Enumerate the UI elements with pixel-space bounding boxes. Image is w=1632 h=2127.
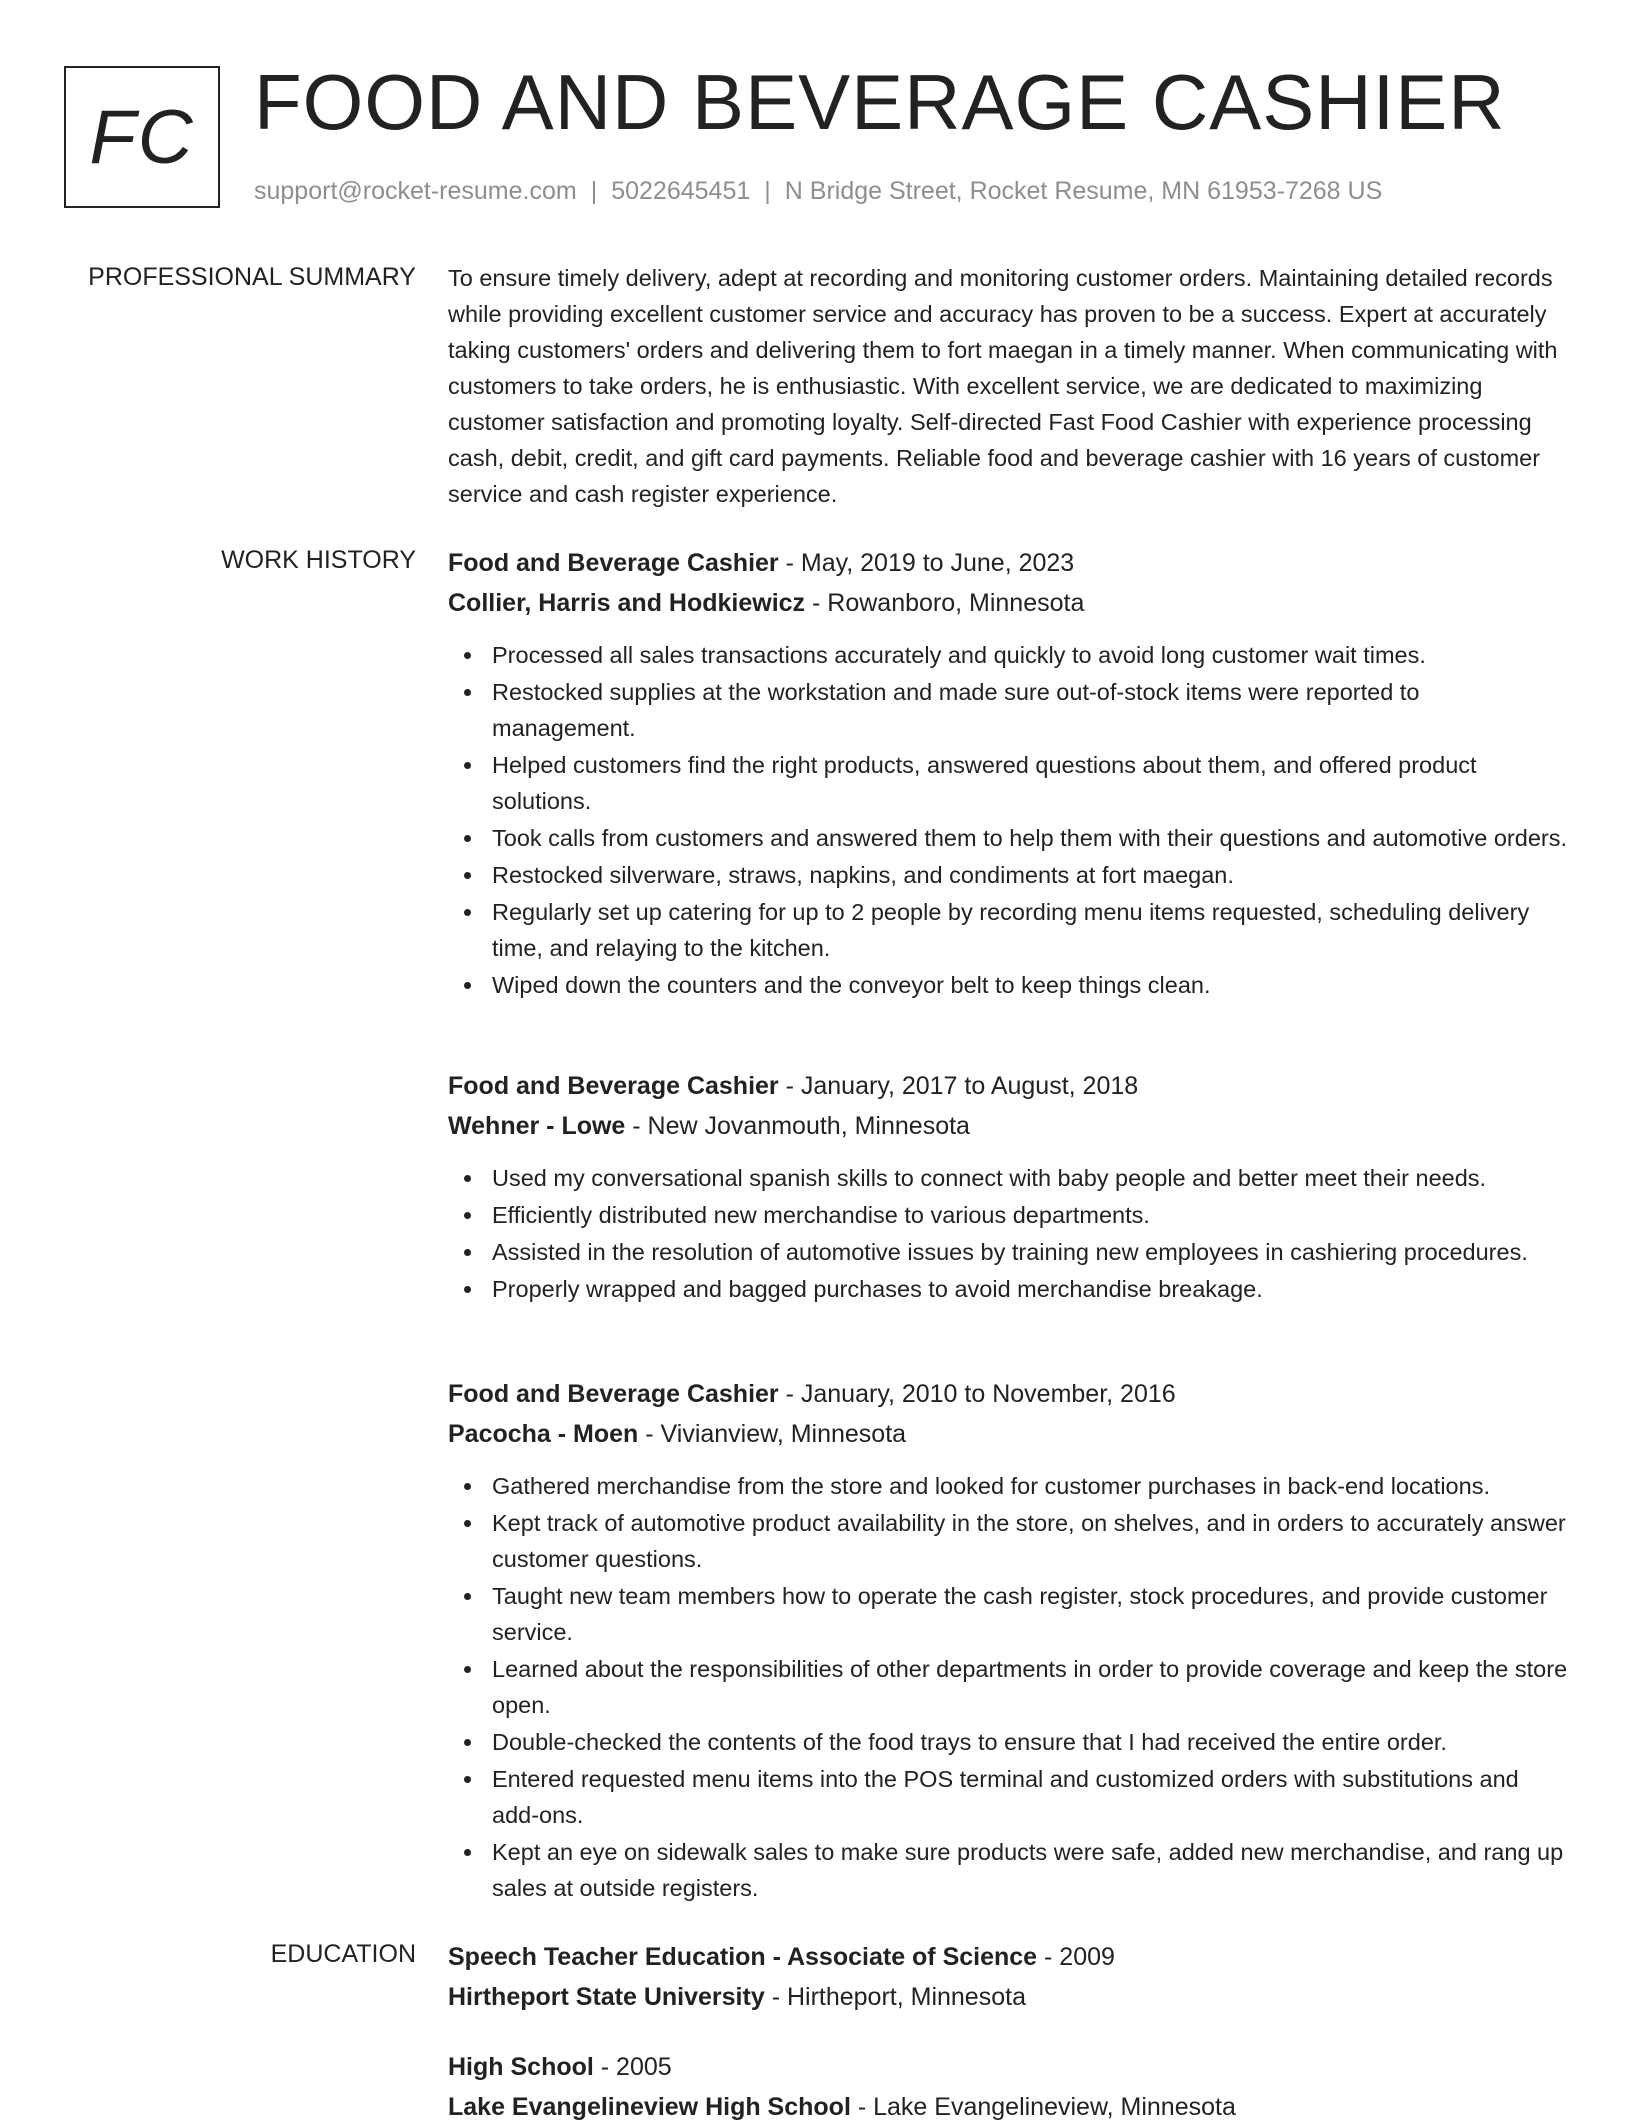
contact-separator: | — [764, 177, 771, 205]
job-title-line — [448, 1066, 1568, 1106]
job-bullet: Restocked silverware, straws, napkins, and condiments at fort maegan. — [492, 857, 1568, 893]
job-company: Wehner - Lowe — [448, 1112, 626, 1140]
job-bullet: Gathered merchandise from the store and looked for customer purchases in back-end locations. — [492, 1468, 1568, 1504]
job-bullet: Taught new team members how to operate the cash register, stock procedures, and provide customer service. — [492, 1578, 1568, 1650]
section-label-summary: PROFESSIONAL SUMMARY — [88, 263, 416, 291]
education-location: - Hirtheport, Minnesota — [764, 1983, 1026, 2011]
job-company: Pacocha - Moen — [448, 1420, 639, 1448]
education-school-line — [448, 2087, 1568, 2127]
job-bullet: Learned about the responsibilities of other departments in order to provide coverage and keep the store open. — [492, 1651, 1568, 1723]
contact-phone[interactable]: 5022645451 — [611, 177, 751, 205]
job-bullet: Entered requested menu items into the POS terminal and customized orders with substitutions and add-ons. — [492, 1761, 1568, 1833]
job-bullet: Processed all sales transactions accurately and quickly to avoid long customer wait times. — [492, 637, 1568, 673]
job-title-line — [448, 1374, 1568, 1414]
resume-title: FOOD AND BEVERAGE CASHIER — [254, 58, 1506, 146]
job-bullet: Kept track of automotive product availability in the store, on shelves, and in orders to accurately answer customer questions. — [492, 1505, 1568, 1577]
job-dates: - January, 2010 to November, 2016 — [778, 1380, 1176, 1408]
monogram-badge — [64, 66, 220, 208]
job-company-line — [448, 583, 1568, 623]
job-entry — [448, 1066, 1568, 1308]
job-bullets — [448, 1160, 1568, 1307]
education-school: Lake Evangelineview High School — [448, 2093, 851, 2121]
section-label-education: EDUCATION — [270, 1940, 416, 1968]
job-bullet: Wiped down the counters and the conveyor belt to keep things clean. — [492, 967, 1568, 1003]
contact-email[interactable]: support@rocket-resume.com — [254, 177, 577, 205]
education-school: Hirtheport State University — [448, 1983, 765, 2011]
job-bullet: Efficiently distributed new merchandise to various departments. — [492, 1197, 1568, 1233]
education-degree: Speech Teacher Education - Associate of Science — [448, 1943, 1038, 1971]
education-entry — [448, 2047, 1568, 2127]
job-entry — [448, 1374, 1568, 1907]
monogram-initials: FC — [89, 94, 195, 180]
contact-line — [254, 174, 1382, 208]
job-company-line — [448, 1106, 1568, 1146]
job-title: Food and Beverage Cashier — [448, 1380, 779, 1408]
education-degree: High School — [448, 2053, 594, 2081]
job-bullet: Restocked supplies at the workstation and made sure out-of-stock items were reported to management. — [492, 674, 1568, 746]
job-company: Collier, Harris and Hodkiewicz — [448, 589, 806, 617]
education-year: - 2009 — [1037, 1943, 1115, 1971]
contact-address: N Bridge Street, Rocket Resume, MN 61953-7268 US — [784, 177, 1383, 205]
job-bullet: Regularly set up catering for up to 2 people by recording menu items requested, scheduling delivery time, and relaying to the kitchen. — [492, 894, 1568, 966]
job-bullet: Assisted in the resolution of automotive issues by training new employees in cashiering procedures. — [492, 1234, 1568, 1270]
job-location: - Rowanboro, Minnesota — [805, 589, 1085, 617]
job-title: Food and Beverage Cashier — [448, 1072, 779, 1100]
job-title: Food and Beverage Cashier — [448, 549, 779, 577]
education-location: - Lake Evangelineview, Minnesota — [850, 2093, 1236, 2121]
education-degree-line — [448, 1937, 1568, 1977]
summary-body — [448, 260, 1568, 512]
job-bullets — [448, 1468, 1568, 1906]
job-title-line — [448, 543, 1568, 583]
job-bullets — [448, 637, 1568, 1003]
education-school-line — [448, 1977, 1568, 2017]
job-location: - New Jovanmouth, Minnesota — [625, 1112, 970, 1140]
job-bullet: Used my conversational spanish skills to connect with baby people and better meet their needs. — [492, 1160, 1568, 1196]
job-bullet: Took calls from customers and answered them to help them with their questions and automotive orders. — [492, 820, 1568, 856]
education-year: - 2005 — [593, 2053, 672, 2081]
job-entry — [448, 543, 1568, 1004]
job-dates: - January, 2017 to August, 2018 — [778, 1072, 1139, 1100]
contact-separator: | — [590, 177, 598, 205]
job-bullet: Double-checked the contents of the food trays to ensure that I had received the entire order. — [492, 1724, 1568, 1760]
job-location: - Vivianview, Minnesota — [638, 1420, 907, 1448]
job-bullet: Helped customers find the right products, answered questions about them, and offered product solutions. — [492, 747, 1568, 819]
job-bullet: Kept an eye on sidewalk sales to make sure products were safe, added new merchandise, and rang up sales at outside registers. — [492, 1834, 1568, 1906]
education-degree-line — [448, 2047, 1568, 2087]
education-entry — [448, 1937, 1568, 2017]
job-dates: - May, 2019 to June, 2023 — [778, 549, 1075, 577]
summary-text: To ensure timely delivery, adept at recording and monitoring customer orders. Maintaining detailed records while providing excellent customer service and accuracy has proven to be a success. Expert at accurately taking customers' orders and delivering them to fort maegan in a timely manner. When communicating with customers to take orders, he is enthusiastic. With excellent service, we are dedicated to maximizing customer satisfaction and promoting loyalty. Self-directed Fast Food Cashier with experience processing cash, debit, credit, and gift card payments. Reliable food and beverage cashier with 16 years of customer service and cash register experience. — [448, 265, 1558, 507]
section-label-work-history: WORK HISTORY — [221, 546, 416, 574]
job-company-line — [448, 1414, 1568, 1454]
job-bullet: Properly wrapped and bagged purchases to avoid merchandise breakage. — [492, 1271, 1568, 1307]
